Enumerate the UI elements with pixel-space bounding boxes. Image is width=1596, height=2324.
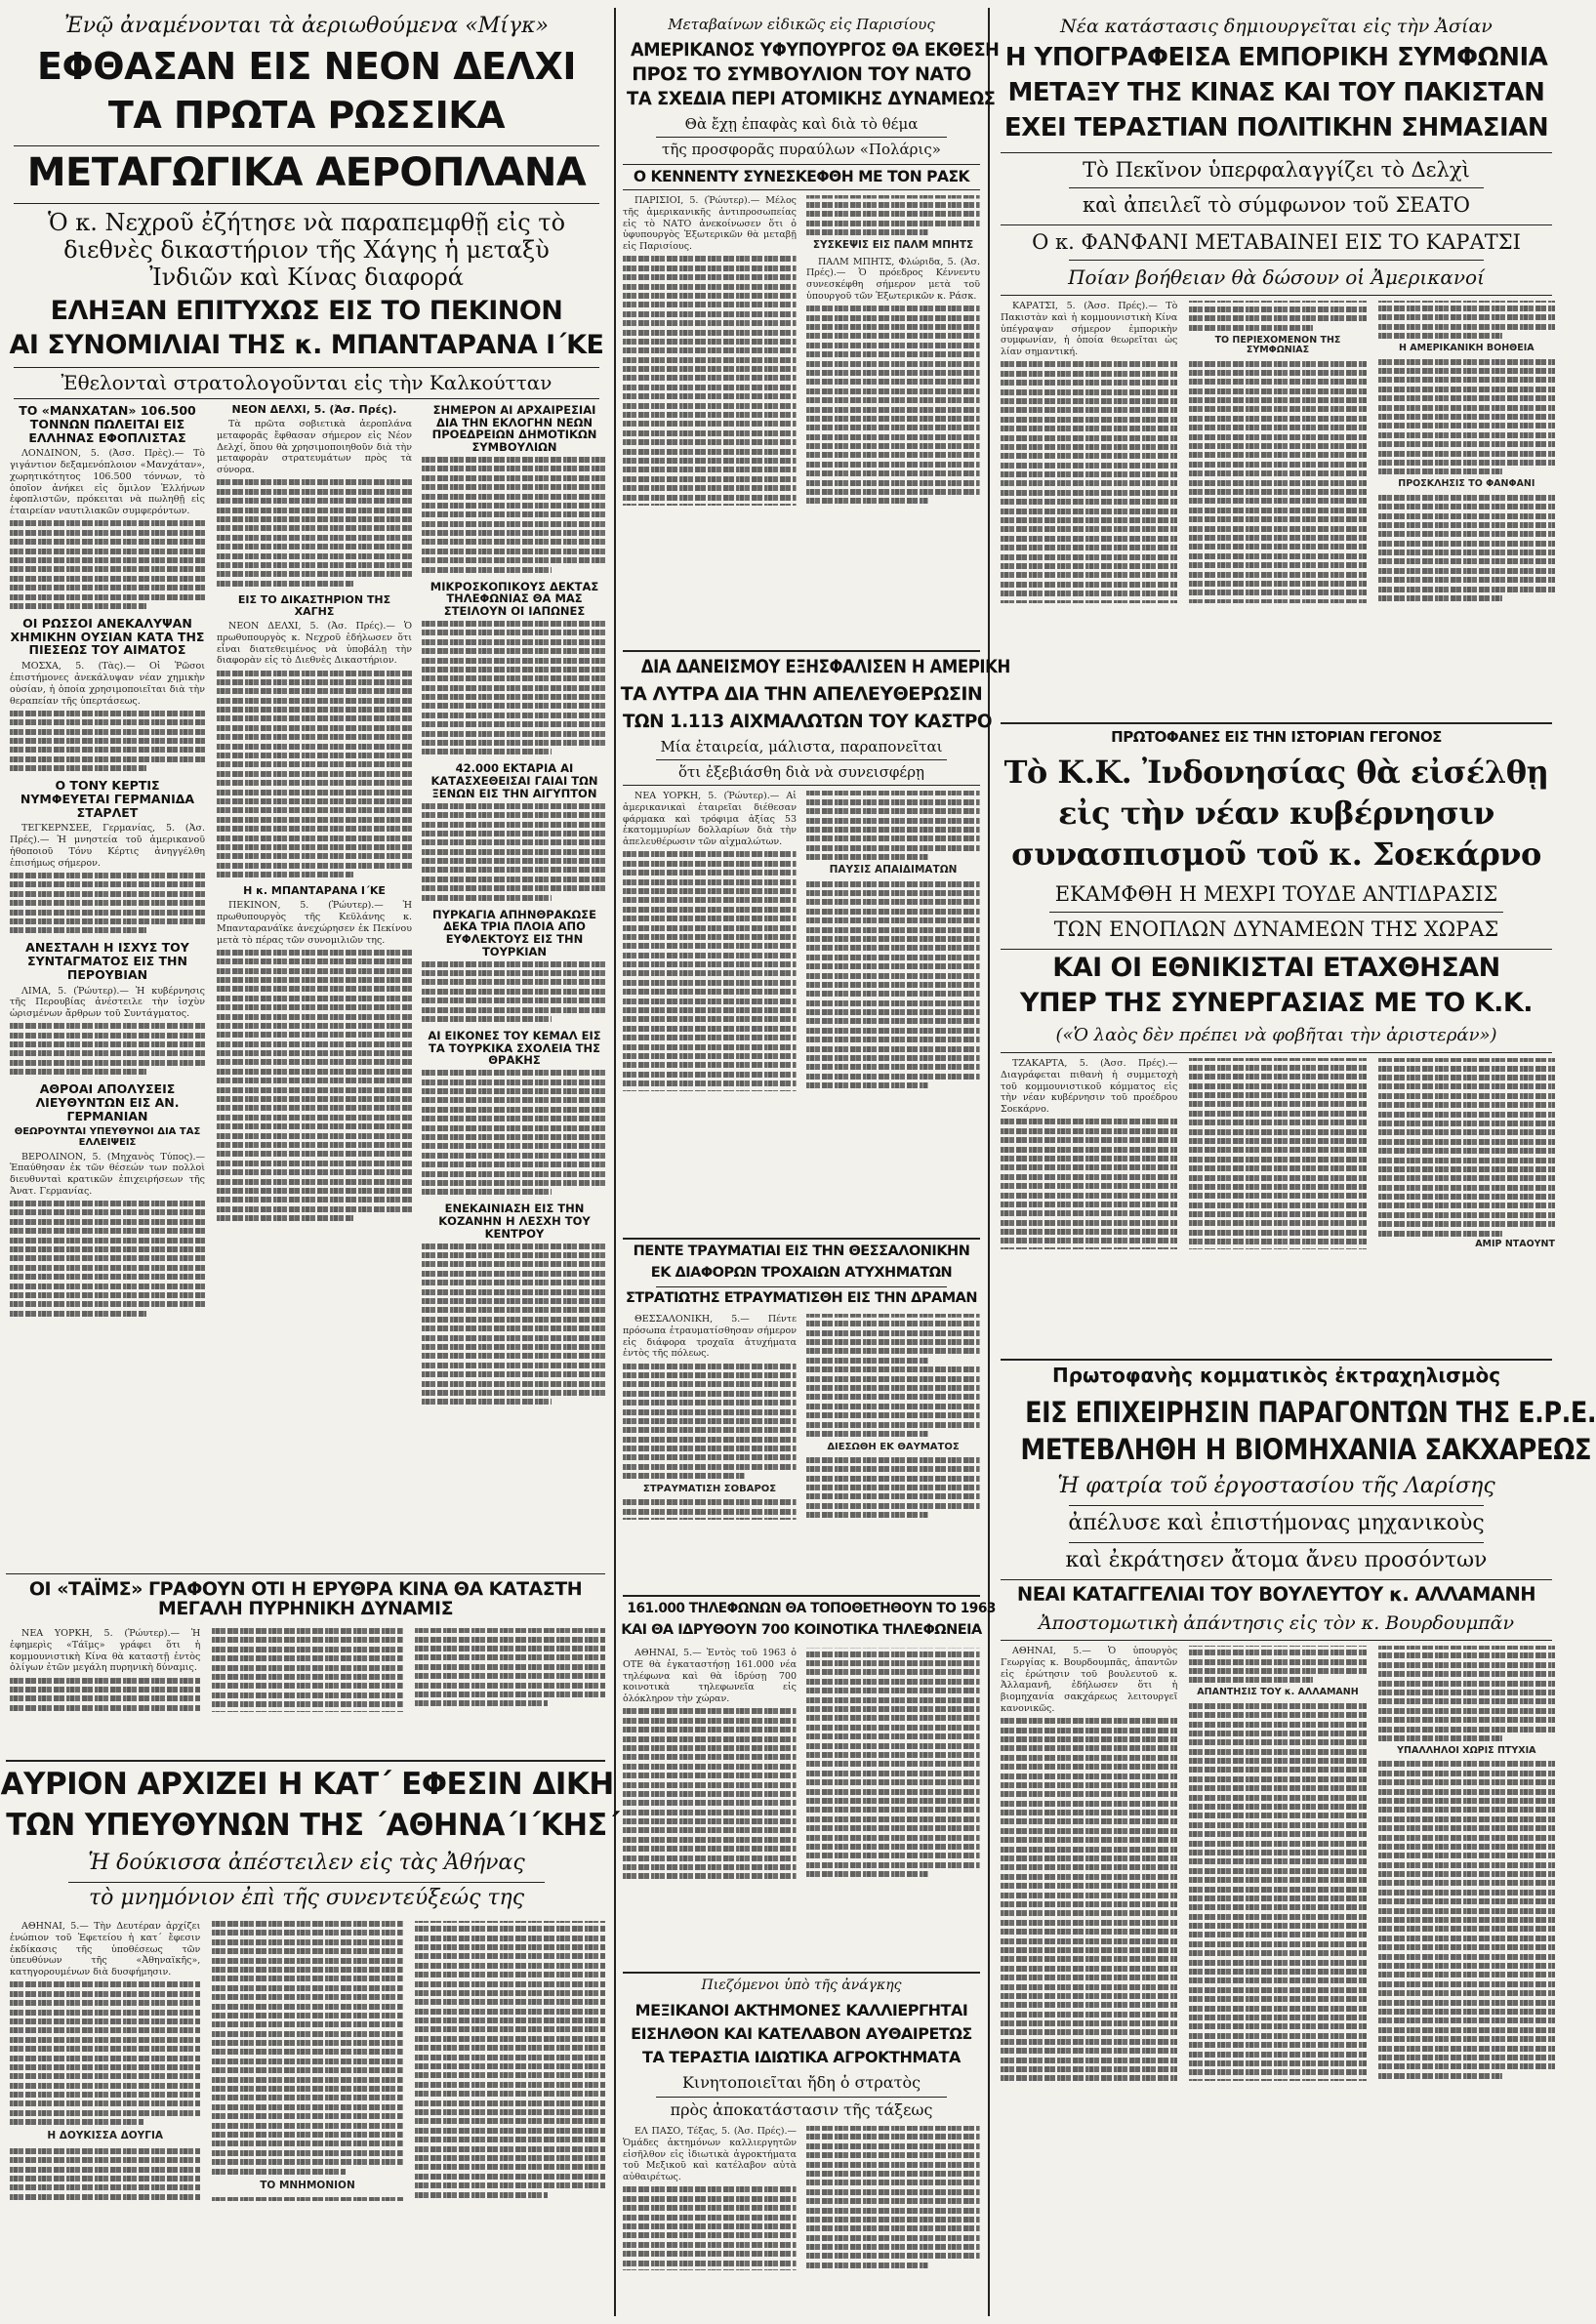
subheadline-army: Κινητοποιεῖται ἤδη ὁ στρατὸς <box>681 2073 921 2092</box>
story-text-mexico: ΕΛ ΠΑΣΟ, Τέξας, 5. (Ἀσ. Πρές).— Ὁμάδες ἀκτημόνων καλλιεργητῶν εἰσῆλθον εἰς ἰδιωτικὰ ἀγροκτήματα τοῦ Μεξικοῦ καὶ κατέλαβον αὐτὰ αὐθαιρέτως. <box>623 2126 797 2183</box>
headline-traffic-accidents: ΕΚ ΔΙΑΦΟΡΩΝ ΤΡΟΧΑΙΩΝ ΑΤΥΧΗΜΑΤΩΝ <box>650 1265 953 1281</box>
story-title-employees: ΥΠΑΛΛΗΛΟΙ ΧΩΡΙΣ ΠΤΥΧΙΑ <box>1397 1744 1536 1756</box>
story-mexico <box>623 2126 980 2321</box>
kicker-partisan: Πρωτοφανὴς κομματικὸς ἐκτραχηλισμὸς <box>1051 1364 1501 1387</box>
signature: ΑΜΙΡ ΝΤΑΟΥΝΤ <box>1475 1238 1555 1249</box>
headline-trade-agreement: Η ΥΠΟΓΡΑΦΕΙΣΑ ΕΜΠΟΡΙΚΗ ΣΥΜΦΩΝΙΑ <box>1004 43 1548 72</box>
kicker-mexico: Πιεζόμενοι ὑπὸ τῆς ἀνάγκης <box>701 1977 902 1993</box>
story-sugar <box>1001 1646 1555 2319</box>
deck-volunteers: Ἐθελονταὶ στρατολογοῦνται εἰς τὴν Καλκούτταν <box>61 371 552 394</box>
headline-seized: ΕΙΣΗΛΘΟΝ ΚΑΙ ΚΑΤΕΛΑΒΟΝ ΑΥΘΑΙΡΕΤΩΣ <box>631 2024 972 2043</box>
story-text-russian-chemical: ΜΟΣΧΑ, 5. (Τὰς).— Οἱ Ῥῶσοι ἐπιστήμονες ἀνεκάλυψαν νέαν χημικὴν οὐσίαν, ἡ ὁποία χρησιμοποιεῖται διὰ τὴν θεραπείαν τῆς ὑπερτάσεως. <box>10 661 205 707</box>
story-title-injured-serious: ΣΤΡΑΥΜΑΤΙΣΗ ΣΟΒΑΡΟΣ <box>642 1484 777 1495</box>
story-title-kemal: ΑΙ ΕΙΚΟΝΕΣ ΤΟΥ ΚΕΜΑΛ ΕΙΣ ΤΑ ΤΟΥΡΚΙΚΑ ΣΧΟΛΕΙΑ ΤΗΣ ΘΡΑΚΗΣ <box>428 1028 601 1068</box>
headline-nationalists: ΚΑΙ ΟΙ ΕΘΝΙΚΙΣΤΑΙ ΕΤΑΧΘΗΣΑΝ <box>1052 953 1500 983</box>
headline-china-pakistan: ΜΕΤΑΞΥ ΤΗΣ ΚΙΝΑΣ ΚΑΙ ΤΟΥ ΠΑΚΙΣΤΑΝ <box>1007 78 1545 107</box>
subheadline-order: πρὸς ἀποκατάστασιν τῆς τάξεως <box>670 2100 933 2119</box>
news-column-c <box>422 404 607 1573</box>
headline-transport-planes: ΜΕΤΑΓΩΓΙΚΑ ΑΕΡΟΠΛΑΝΑ <box>26 150 587 195</box>
subheadline-forced: ὅτι ἐξεβιάσθη διὰ νὰ συνεισφέρῃ <box>677 763 925 781</box>
headline-times-china: ΟΙ «ΤΑΪΜΣ» ΓΡΑΦΟΥΝ ΟΤΙ Η ΕΡΥΘΡΑ ΚΙΝΑ ΘΑ ΚΑΤΑΣΤΗ ΜΕΓΑΛΗ ΠΥΡΗΝΙΚΗ ΔΥΝΑΜΙΣ <box>28 1578 583 1620</box>
story-title-fire: ΠΥΡΚΑΓΙΑ ΑΠΗΝΘΡΑΚΩΣΕ ΔΕΚΑ ΤΡΙΑ ΠΛΟΙΑ ΑΠΟ ΕΥΦΛΕΚΤΟΥΣ ΕΙΣ ΤΗΝ ΤΟΥΡΚΙΑΝ <box>432 907 596 958</box>
headline-sukarno: συνασπισμοῦ τοῦ κ. Σοεκάρνο <box>1011 836 1541 873</box>
headline-talks-ended: ΕΛΗΞΑΝ ΕΠΙΤΥΧΩΣ ΕΙΣ ΤΟ ΠΕΚΙΝΟΝ <box>50 296 563 326</box>
headline-bandaranaike: ΑΙ ΣΥΝΟΜΙΛΙΑΙ ΤΗΣ κ. ΜΠΑΝΤΑΡΑΝΑ Ι΄ΚΕ <box>9 330 604 360</box>
subheadline-armed-forces: ΤΩΝ ΕΝΟΠΛΩΝ ΔΥΝΑΜΕΩΝ ΤΗΣ ΧΩΡΑΣ <box>1053 917 1499 941</box>
headline-indonesia-cp: Τὸ Κ.Κ. Ἰνδονησίας θὰ εἰσέλθῃ <box>1003 754 1549 791</box>
subheadline-peking-delhi: Τὸ Πεκῖνον ὑπερφαλαγγίζει τὸ Δελχὶ <box>1083 158 1470 182</box>
headline-cooperation: ΥΠΕΡ ΤΗΣ ΣΥΝΕΡΓΑΣΙΑΣ ΜΕ ΤΟ Κ.Κ. <box>1019 988 1534 1018</box>
story-title-duchess: Η ΔΟΥΚΙΣΣΑ ΔΟΥΓΙΑ <box>47 2130 163 2142</box>
story-title-russian-chemical: ΟΙ ΡΩΣΣΟΙ ΑΝΕΚΑΛΥΨΑΝ ΧΗΜΙΚΗΝ ΟΥΣΙΑΝ ΚΑΤΑ ΤΗΣ ΠΙΕΣΕΩΣ ΤΟΥ ΑΙΜΑΤΟΣ <box>10 615 205 658</box>
story-title-peru: ΑΝΕΣΤΑΛΗ Η ΙΣΧΥΣ ΤΟΥ ΣΥΝΤΑΓΜΑΤΟΣ ΕΙΣ ΤΗΝ ΠΕΡΟΥΒΙΑΝ <box>25 940 189 982</box>
story-title-east-germany: ΑΘΡΟΑΙ ΑΠΟΛΥΣΕΙΣ ΛΙΕΥΘΥΝΤΩΝ ΕΙΣ ΑΝ. ΓΕΡΜΑΝΙΑΝ <box>35 1081 180 1123</box>
story-text-sugar: ΑΘΗΝΑΙ, 5.— Ὁ ὑπουργὸς Γεωργίας κ. Βουρδουμπᾶς, ἀπαντῶν εἰς ἐρώτησιν τοῦ βουλευτοῦ κ. Ἀλλαμανῆ, ἐδήλωσεν ὅτι ἡ βιομηχανία σακχάρεως λειτουργεῖ κανονικῶς. <box>1001 1646 1178 1714</box>
subheadline-memorandum: τὸ μνημόνιον ἐπὶ τῆς συνεντεύξεώς της <box>88 1886 525 1910</box>
story-title-municipal: ΣΗΜΕΡΟΝ ΑΙ ΑΡΧΑΙΡΕΣΙΑΙ ΔΙΑ ΤΗΝ ΕΚΛΟΓΗΝ ΝΕΩΝ ΠΡΟΕΔΡΕΙΩΝ ΔΗΜΟΤΙΚΩΝ ΣΥΜΒΟΥΛΙΩΝ <box>431 403 597 454</box>
story-title-new-delhi: ΝΕΟΝ ΔΕΛΧΙ, 5. (Ἀσ. Πρές). <box>231 403 397 416</box>
headline-telephones: 161.000 ΤΗΛΕΦΩΝΩΝ ΘΑ ΤΟΠΟΘΕΤΗΘΟΥΝ ΤΟ 1963 <box>627 1601 996 1616</box>
story-accidents <box>623 1314 980 1589</box>
headline-castro-prisoners: ΤΩΝ 1.113 ΑΙΧΜΑΛΩΤΩΝ ΤΟΥ ΚΑΣΤΡΟ <box>622 711 993 732</box>
story-text-bandaranaike: ΠΕΚΙΝΟΝ, 5. (Ῥώυτερ).— Ἡ πρωθυπουργὸς τῆς Κεϋλάνης κ. Μπανταρανάϊκε ἀνεχώρησεν ἐκ Πεκίνου μετὰ τὸ πέρας τῶν συνομιλιῶν της. <box>217 900 412 946</box>
column-rule <box>614 8 616 2316</box>
kicker-asia: Νέα κατάστασις δημιουργεῖται εἰς τὴν Ἀσίαν <box>1060 16 1493 37</box>
middle-column <box>617 0 1010 2324</box>
headline-ransom: ΤΑ ΛΥΤΡΑ ΔΙΑ ΤΗΝ ΑΠΕΛΕΥΘΕΡΩΣΙΝ <box>620 683 983 705</box>
headline-telephone-offices: ΚΑΙ ΘΑ ΙΔΡΥΘΟΥΝ 700 ΚΟΙΝΟΤΙΚΑ ΤΗΛΕΦΩΝΕΙΑ <box>621 1622 982 1638</box>
right-column <box>991 0 1596 2324</box>
story-title-miracle: ΔΙΕΣΩΘΗ ΕΚ ΘΑΥΜΑΤΟΣ <box>827 1441 960 1452</box>
story-title-memorandum: ΤΟ ΜΝΗΜΟΝΙΟΝ <box>260 2179 355 2191</box>
kicker-unprecedented: ΠΡΩΤΟΦΑΝΕΣ ΕΙΣ ΤΗΝ ΙΣΤΟΡΙΑΝ ΓΕΓΟΝΟΣ <box>1111 728 1442 746</box>
story-telephones <box>623 1648 980 1966</box>
story-text-castro: ΝΕΑ ΥΟΡΚΗ, 5. (Ῥώυτερ).— Αἱ ἀμερικανικαὶ ἑταιρεῖαι διέθεσαν φάρμακα καὶ τρόφιμα ἀξίας 53 ἑκατομμυρίων δολλαρίων διὰ τὴν ἀπελευθέρωσιν τῶν αἰχμαλώτων. <box>623 791 797 848</box>
story-title-allamanis-reply: ΑΠΑΝΤΗΣΙΣ ΤΟΥ κ. ΑΛΛΑΜΑΝΗ <box>1197 1687 1359 1698</box>
subheadline-larissa: Ἡ φατρία τοῦ ἐργοστασίου τῆς Λαρίσης <box>1057 1474 1495 1498</box>
story-title-content: ΤΟ ΠΕΡΙΕΧΟΜΕΝΟΝ ΤΗΣ ΣΥΜΦΩΝΙΑΣ <box>1214 334 1341 356</box>
story-text-pakistan: ΚΑΡΑΤΣΙ, 5. (Ἀσσ. Πρές).— Τὸ Πακιστὰν καὶ ἡ κομμουνιστικὴ Κίνα ὑπέγραψαν σήμερον ἐμπορικὴν συμφωνίαν, ἡ ὁποία θεωρεῖται ὡς λίαν σημαντική. <box>1001 301 1178 358</box>
story-title-american-aid: Η ΑΜΕΡΙΚΑΝΙΚΗ ΒΟΗΘΕΙΑ <box>1399 343 1535 354</box>
story-title-palm-beach: ΣΥΣΚΕΨΙΣ ΕΙΣ ΠΑΛΜ ΜΠΗΤΣ <box>812 239 974 252</box>
story-text-east-germany: ΒΕΡΟΛΙΝΟΝ, 5. (Μηχανὸς Τύπος).— Ἐπαύθησαν ἐκ τῶν θέσεών των πολλοὶ διευθυνταὶ κρατικῶν ἐπιχειρήσεων τῆς Ἀνατ. Γερμανίας. <box>10 1151 205 1197</box>
headline-fanfani: Ο κ. ΦΑΝΦΑΝΙ ΜΕΤΑΒΑΙΝΕΙ ΕΙΣ ΤΟ ΚΑΡΑΤΣΙ <box>1032 230 1521 254</box>
headline-ere-agents: ΕΙΣ ΕΠΙΧΕΙΡΗΣΙΝ ΠΑΡΑΓΟΝΤΩΝ ΤΗΣ Ε.Ρ.Ε. <box>1025 1396 1596 1429</box>
headline-five-injured: ΠΕΝΤΕ ΤΡΑΥΜΑΤΙΑΙ ΕΙΣ ΤΗΝ ΘΕΣΣΑΛΟΝΙΚΗΝ <box>633 1244 970 1259</box>
story-text-nato: ΠΑΡΙΣΙΟΙ, 5. (Ῥώυτερ).— Μέλος τῆς ἀμερικανικῆς ἀντιπροσωπείας εἰς τὸ ΝΑΤΟ ἀνεκοίνωσεν ὅτι ὁ ὑφυπουργὸς Ἐξωτερικῶν θὰ μεταβῇ εἰς Παρισίους. <box>623 195 797 253</box>
headline-soldier-drama: ΣΤΡΑΤΙΩΤΗΣ ΕΤΡΑΥΜΑΤΙΣΘΗ ΕΙΣ ΤΗΝ ΔΡΑΜΑΝ <box>625 1290 978 1306</box>
news-column-b <box>217 404 412 1573</box>
story-title-tony-curtis: Ο ΤΟΝΥ ΚΕΡΤΙΣ ΝΥΜΦΕΥΕΤΑΙ ΓΕΡΜΑΝΙΔΑ ΣΤΑΡΛΕΤ <box>20 778 195 820</box>
headline-athinaiki: ΤΩΝ ΥΠΕΥΘΥΝΩΝ ΤΗΣ ΄ΑΘΗΝΑ΄Ι΄ΚΗΣ΄ <box>6 1808 620 1843</box>
headline-loan: ΔΙΑ ΔΑΝΕΙΣΜΟΥ ΕΞΗΣΦΑΛΙΣΕΝ Η ΑΜΕΡΙΚΗ <box>640 656 1010 677</box>
story-title-pausis: ΠΑΥΣΙΣ ΑΠΑΙΔΙΜΑΤΩΝ <box>829 864 958 877</box>
headline-allamanis: ΝΕΑΙ ΚΑΤΑΓΓΕΛΙΑΙ ΤΟΥ ΒΟΥΛΕΥΤΟΥ κ. ΑΛΛΑΜΑΝΗ <box>1016 1583 1536 1606</box>
column-rule <box>988 8 990 2316</box>
kicker-mig: Ἐνῷ ἀναμένονται τὰ ἀεριωθούμενα «Μίγκ» <box>64 14 549 38</box>
headline-mexican-farmers: ΜΕΞΙΚΑΝΟΙ ΑΚΤΗΜΟΝΕΣ ΚΑΛΛΙΕΡΓΗΤΑΙ <box>634 2001 968 2019</box>
news-column-a <box>10 404 205 1573</box>
quote-people: («Ὁ λαὸς δὲν πρέπει νὰ φοβῆται τὴν ἀριστεράν») <box>1055 1025 1497 1045</box>
subheadline-unqualified: καὶ ἐκράτησεν ἄτομα ἄνευ προσόντων <box>1065 1548 1488 1572</box>
story-title-kozani: ΕΝΕΚΑΙΝΙΑΣΗ ΕΙΣ ΤΗΝ ΚΟΖΑΝΗΝ Η ΛΕΣΧΗ ΤΟΥ ΚΕΝΤΡΟΥ <box>438 1202 591 1241</box>
subheadline-duchess: Ἡ δούκισσα ἀπέστειλεν εἰς τὰς Ἀθήνας <box>88 1851 525 1875</box>
kicker-paris: Μεταβαίνων εἰδικῶς εἰς Παρισίους <box>668 16 935 33</box>
story-text-hague: ΝΕΟΝ ΔΕΛΧΙ, 5. (Ἀσ. Πρές).— Ὁ πρωθυπουργὸς κ. Νεχροῦ ἐδήλωσεν ὅτι εἶναι διατεθειμένος νὰ ὑποβάλῃ τὴν διαφορὰν εἰς τὸ Διεθνὲς Δικαστήριον. <box>217 620 412 667</box>
story-trial <box>10 1921 605 2319</box>
story-text-trial: ΑΘΗΝΑΙ, 5.— Τὴν Δευτέραν ἀρχίζει ἐνώπιον τοῦ Ἐφετείου ἡ κατ΄ ἔφεσιν ἐκδίκασις τῆς ὑποθέσεως τῶν ὑπευθύνων τῆς «Ἀθηναϊκῆς», κατηγορουμένων διὰ δυσφήμησιν. <box>10 1921 201 1978</box>
story-title-manhattan: ΤΟ «ΜΑΝΧΑΤΑΝ» 106.500 ΤΟΝΝΩΝ ΠΩΛΕΙΤΑΙ ΕΙΣ ΕΛΛΗΝΑΣ ΕΦΟΠΛΙΣΤΑΣ <box>19 403 196 445</box>
headline-sugar-industry: ΜΕΤΕΒΛΗΘΗ Η ΒΙΟΜΗΧΑΝΙΑ ΣΑΚΧΑΡΕΩΣ <box>1020 1433 1592 1466</box>
story-text-manhattan: ΛΟΝΔΙΝΟΝ, 5. (Ἀσσ. Πρὲς).— Τὸ γιγάντιον δεξαμενόπλοιον «Μανχάταν», χωρητικότητος 106.500 τόννων, τὸ ὁποῖον ἀνήκει εἰς ὅμιλον Ἑλλήνων ἐφοπλιστῶν, πρόκειται νὰ πωληθῇ εἰς ἑταιρείαν ναυτιλιακῶν συμφερόντων. <box>10 448 205 517</box>
story-text-indonesia: ΤΖΑΚΑΡΤΑ, 5. (Ἀσσ. Πρές).— Διαγράφεται πιθανὴ ἡ συμμετοχὴ τοῦ κομμουνιστικοῦ κόμματος εἰς τὴν νέαν κυβέρνησιν τοῦ προέδρου Σοεκάρνο. <box>1001 1058 1178 1116</box>
headline-estates: ΤΑ ΤΕΡΑΣΤΙΑ ΙΔΙΩΤΙΚΑ ΑΓΡΟΚΤΗΜΑΤΑ <box>642 2048 961 2066</box>
story-castro <box>623 791 980 1232</box>
subheadline-american-aid: Ποίαν βοήθειαν θὰ δώσουν οἱ Ἀμερικανοί <box>1068 265 1485 289</box>
story-title-bandaranaike: Η κ. ΜΠΑΝΤΑΡΑΝΑ Ι΄ΚΕ <box>243 884 386 898</box>
subheadline-engineers: ἀπέλυσε καὶ ἐπιστήμονας μηχανικοὺς <box>1068 1511 1485 1535</box>
story-text-times: ΝΕΑ ΥΟΡΚΗ, 5. (Ῥώυτερ).— Ἡ ἐφημερὶς «Τάϊμς» γράφει ὅτι ἡ κομμουνιστικὴ Κίνα θὰ καταστῇ ἐντὸς ὀλίγων ἐτῶν μεγάλη πυρηνικὴ δύναμις. <box>10 1628 201 1674</box>
headline-nato-council: ΠΡΟΣ ΤΟ ΣΥΜΒΟΥΛΙΟΝ ΤΟΥ ΝΑΤΟ <box>632 63 971 85</box>
left-column <box>0 0 620 2324</box>
headline-political-importance: ΕΧΕΙ ΤΕΡΑΣΤΙΑΝ ΠΟΛΙΤΙΚΗΝ ΣΗΜΑΣΙΑΝ <box>1003 113 1549 143</box>
story-text-tony-curtis: ΤΕΓΚΕΡΝΣΕΕ, Γερμανίας, 5. (Ἀσ. Πρές).— Ἡ μνηστεία τοῦ ἀμερικανοῦ ἠθοποιοῦ Τόνυ Κέρτις ἀνηγγέλθη ἐπισήμως σήμερον. <box>10 823 205 869</box>
subheadline-reply: Ἀποστομωτικὴ ἀπάντησις εἰς τὸν κ. Βουρδουμπᾶν <box>1038 1612 1515 1634</box>
headline-atomic-plans: ΤΑ ΣΧΕΔΙΑ ΠΕΡΙ ΑΤΟΜΙΚΗΣ ΔΥΝΑΜΕΩΣ <box>627 88 996 109</box>
story-indonesia <box>1001 1058 1555 1351</box>
story-title-japanese: ΜΙΚΡΟΣΚΟΠΙΚΟΥΣ ΔΕΚΤΑΣ ΤΗΛΕΦΩΝΙΑΣ ΘΑ ΜΑΣ ΣΤΕΙΛΟΥΝ ΟΙ ΙΑΠΩΝΕΣ <box>430 579 599 618</box>
story-title-hague: ΕΙΣ ΤΟ ΔΙΚΑΣΤΗΡΙΟΝ ΤΗΣ ΧΑΓΗΣ <box>237 592 391 618</box>
subheadline-contacts: Θὰ ἔχῃ ἐπαφὰς καὶ διὰ τὸ θέμα <box>684 115 919 133</box>
story-title-egypt: 42.000 ΕΚΤΑΡΙΑ ΑΙ ΚΑΤΑΣΧΕΘΕΙΣΑΙ ΓΑΙΑΙ ΤΩΝ ΞΕΝΩΝ ΕΙΣ ΤΗΝ ΑΙΓΥΠΤΟΝ <box>430 761 598 800</box>
story-text-palm-beach: ΠΑΛΜ ΜΠΗΤΣ, Φλώριδα, 5. (Ἀσ. Πρές).— Ὁ πρόεδρος Κέννεντυ συνεσκέφθη σήμερον μετὰ τοῦ ὑπουργοῦ τῶν Ἐξωτερικῶν κ. Ράσκ. <box>806 256 980 303</box>
subheadline-nehru: Ὁ κ. Νεχροῦ ἐζήτησε νὰ παραπεμφθῇ εἰς τὸ διεθνὲς δικαστήριον τῆς Χάγης ἡ μεταξὺ Ἰνδιῶν καὶ Κίνας διαφορά <box>47 209 566 291</box>
subheadline-seato: καὶ ἀπειλεῖ τὸ σύμφωνον τοῦ ΣΕΑΤΟ <box>1082 193 1471 217</box>
subheadline-polaris: τῆς προσφορᾶς πυραύλων «Πολάρις» <box>662 141 941 158</box>
headline-russian: ΤΑ ΠΡΩΤΑ ΡΩΣΣΙΚΑ <box>107 94 506 137</box>
story-nato <box>623 195 980 644</box>
headline-us-undersecretary: ΑΜΕΡΙΚΑΝΟΣ ΥΦΥΠΟΥΡΓΟΣ ΘΑ ΕΚΘΕΣΗ <box>630 39 1000 61</box>
story-subtitle-east-germany: ΘΕΩΡΟΥΝΤΑΙ ΥΠΕΥΘΥΝΟΙ ΔΙΑ ΤΑΣ ΕΛΛΕΙΨΕΙΣ <box>14 1125 201 1148</box>
headline-new-government: εἰς τὴν νέαν κυβέρνησιν <box>1058 795 1494 832</box>
story-text-peru: ΛΙΜΑ, 5. (Ῥώυτερ).— Ἡ κυβέρνησις τῆς Περουβίας ἀνέστειλε τὴν ἰσχὺν ὡρισμένων ἄρθρων τοῦ Συντάγματος. <box>10 985 205 1020</box>
story-text-accidents: ΘΕΣΣΑΛΟΝΙΚΗ, 5.— Πέντε πρόσωπα ἐτραυματίσθησαν σήμερον εἰς διάφορα τροχαῖα ἀτυχήματα ἐντὸς τῆς πόλεως. <box>623 1314 797 1360</box>
story-pakistan <box>1001 301 1555 716</box>
headline-new-delhi: ΕΦΘΑΣΑΝ ΕΙΣ ΝΕΟΝ ΔΕΛΧΙ <box>37 45 576 88</box>
subheadline-company: Μία ἑταιρεία, μάλιστα, παραπονεῖται <box>660 738 943 755</box>
subheadline-reaction: ΕΚΑΜΦΘΗ Η ΜΕΧΡΙ ΤΟΥΔΕ ΑΝΤΙΔΡΑΣΙΣ <box>1054 882 1498 906</box>
story-title-invitation: ΠΡΟΣΚΛΗΣΙΣ ΤΟ ΦΑΝΦΑΝΙ <box>1398 478 1535 490</box>
story-times <box>10 1628 605 1755</box>
story-text-telephones: ΑΘΗΝΑΙ, 5.— Ἐντὸς τοῦ 1963 ὁ ΟΤΕ θὰ ἐγκαταστήσῃ 161.000 νέα τηλέφωνα καὶ θὰ ἱδρύσῃ 700 κοινοτικὰ τηλεφωνεῖα εἰς ὁλόκληρον τὴν χώραν. <box>623 1648 797 1705</box>
headline-trial: ΑΥΡΙΟΝ ΑΡΧΙΖΕΙ Η ΚΑΤ΄ ΕΦΕΣΙΝ ΔΙΚΗ <box>0 1767 614 1802</box>
headline-kennedy-rusk: Ο ΚΕΝΝΕΝΤΥ ΣΥΝΕΣΚΕΦΘΗ ΜΕ ΤΟΝ ΡΑΣΚ <box>633 168 970 185</box>
story-text-new-delhi: Τὰ πρῶτα σοβιετικὰ ἀεροπλάνα μεταφορᾶς ἔφθασαν σήμερον εἰς Νέον Δελχί, ὅπου θὰ χρησιμοποιηθοῦν διὰ τὴν μεταφορὰν στρατευμάτων πρὸς τὰ σύνορα. <box>217 419 412 476</box>
